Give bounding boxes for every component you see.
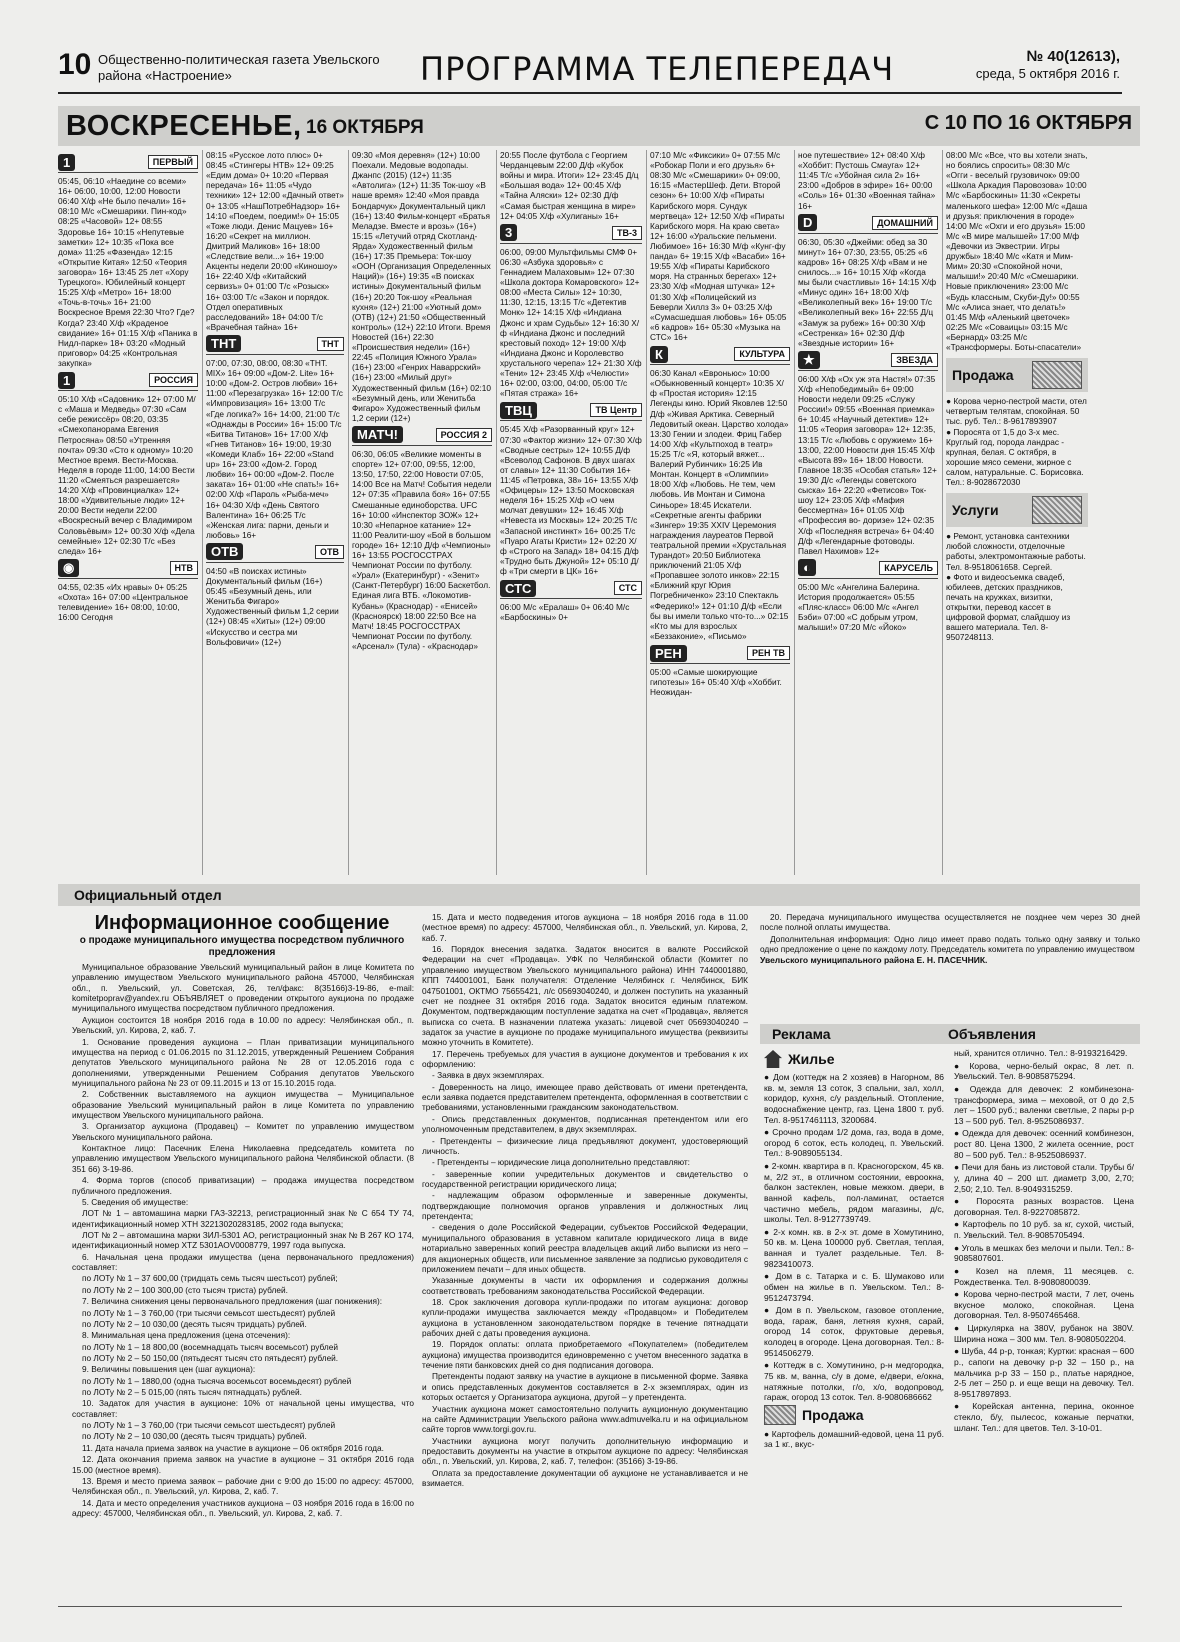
tv-set-icon (1032, 361, 1082, 389)
ad-item: ● Ремонт, установка сантехники любой сложности, отделочные работы, электромонтажные работы. Тел. 8-9518061658. Сергей. (946, 531, 1086, 572)
channel-schedule: 06:00 Х/ф «Ох уж эта Настя!» 07:35 Х/ф «Непобедимый» 6+ 09:00 Новости недели 09:25 «Служу России!» 09:55 «Военная приемка» 6+ 10:45 «Научный детектив» 12+ 11:05 «Теория заговора» 12+ 12:35, 13:15 Т/с «Любовь с оружием» 16+ 13:00, 22:00 Новости дня 15:45 Х/ф «Высота 89» 16+ 18:00 Новости. Главное 18:35 «Особая статья» 12+ 19:30 Д/с «Легенды советского сыска» 16+ 22:20 «Фетисов» Ток-шоу 12+ 23:05 Х/ф «Мафия бессмертна» 16+ 01:05 Х/ф «Профессия во- доризе» 12+ 02:35 Х/ф «Последняя встреча» 6+ 04:40 Д/ф «Легендарные фотоводы. Павел Нахимов» 12+ (798, 373, 937, 556)
notice-paragraph: ЛОТ № 1 – автомашина марки ГАЗ-32213, регистрационный знак № С 654 ТУ 74, идентификационный номер ХТН 32213020283185, 2002 года выпуска; (72, 1208, 414, 1229)
channel-logo-domashniy (798, 213, 938, 234)
notice-paragraph: 12. Дата окончания приема заявок на участие в аукционе – 31 октября 2016 года 15.00 (местное время). (72, 1454, 414, 1475)
notice-paragraph: по ЛОТу № 2 – 50 150,00 (пятьдесят тысяч сто пятьдесят) рублей. (82, 1352, 339, 1363)
classified-item: ● 2-комн. квартира в п. Красногорском, 45 кв. м, 2/2 эт., в отличном состоянии, евроокна, балкон застеклен, новые межком. двери, в ванной кафель, пол-ламинат, остается частично мебель, рядом магазины, д/с, школы. Тел. 8-9127739749. (764, 1161, 944, 1225)
channel-schedule: 06:30 Канал «Евроньюс» 10:00 «Обыкновенный концерт» 10:35 Х/ф «Простая история» 12:15 Легенды кино. Юрий Яковлев 12:50 Д/ф «Живая Арктика. Северный Ледовитый океан. Царство холода» 13:30 Гении и злодеи. Фриц Габер 14:00 Х/ф «Культпоход в театр» 15:25 Т/с «Я, который вяжет... Валерий Рубинчик» 16:25 Ив Монтан. Концерт в «Олимпии» 18:00 Х/ф «Любовь. Не тем, чем любовь. Ив Монтан и Симона Синьоре» 18:45 Искатели. «Секретные агенты фабрики «Зингер» 19:35 XXIV Церемония награждения лауреатов Первой театральной премии «Хрустальная Турандот» 20:50 Библиотека приключений 21:05 Х/ф «Пропавшее золото инков» 22:15 «Ближний круг Юрия Погребниченко» 23:10 Спектакль «Федерико!» 12+ 01:10 Д/ф «Если бы вы имели только что-то...» 02:15 «Кто мы для взрослых «Беззаконие», «Письмо» (650, 368, 789, 641)
channel-schedule: 07:00, 07:30, 08:00, 08:30 «ТНТ. MIX» 16+ 09:00 «Дом-2. Lite» 16+ 10:00 «Дом-2. Остров любви» 16+ 11:00 «Перезагрузка» 16+ 12:00 Т/с «Импровизация» 16+ 13:00 Т/с «Где логика?» 16+ 14:00, 21:00 Т/с «Однажды в России» 16+ 15:00 Т/с «Битва Титанов» 16+ 17:00 Х/ф «Гнев Титанов» 16+ 19:00, 19:30 «Комеди Клаб» 16+ 22:00 «Stand up» 16+ 23:00 «Дом-2. Город любви» 16+ 00:00 «Дом-2. После заката» 16+ 01:00 «Не спать!» 16+ 02:00 Х/ф «Пароль «Рыба-меч» 16+ 04:30 Х/ф «День Святого Валентина» 16+ 06:25 Т/с «Женская лига: парни, деньги и любовь» 16+ (206, 357, 343, 540)
channel-name: ТВ-3 (612, 226, 642, 240)
bottom-divider (58, 1606, 1122, 1607)
channel-name: КАРУСЕЛЬ (879, 561, 938, 575)
notice-subtitle: о продаже муниципального имущества посредством публичного предложения (79, 935, 405, 958)
channel-schedule: 05:45 Х/ф «Разорванный круг» 12+ 07:30 «Фактор жизни» 12+ 07:30 Х/ф «Сводные сестры» 12+ 10:55 Д/ф «Всеволод Сафонов. В двух шагах от славы» 12+ 11:30 События 16+ 11:45 «Петровка, 38» 16+ 13:55 Х/ф «Офицеры» 12+ 13:50 Московская неделя 16+ 15:25 Х/ф «О чем молчат девушки» 12+ 16:45 Х/ф «Невеста из Москвы» 12+ 20:25 Т/с «Запасной инстинкт» 16+ 00:25 Т/с «Пуаро Агаты Кристи» 12+ 02:20 Х/ф «Строго на Запад» 18+ 04:15 Д/ф «Трудно быть Джуной» 12+ 05:10 Д/ф «Три смерти в ЦК» 16+ (500, 424, 642, 576)
notice-paragraph: по ЛОТу № 1 – 1880,00 (одна тысяча восемьсот восемьдесят) рублей (82, 1375, 352, 1386)
channel-name: ТВ Центр (590, 403, 642, 417)
notice-column-2 (422, 912, 748, 1606)
channel-name: РОССИЯ 2 (436, 428, 492, 442)
classified-item: ● 2-х комн. кв. в 2-х эт. доме в Хомутинино, 50 кв. м. Цена 100000 руб. Светлая, теплая, ванная и туалет раздельные. Тел. 8-9823410073. (764, 1226, 944, 1269)
house-icon (764, 1050, 782, 1068)
channel-logo-otv (206, 542, 344, 563)
classifieds-column-1 (764, 1048, 944, 1604)
day-banner (58, 106, 1140, 146)
channel-schedule: 08:15 «Русское лото плюс» 0+ 08:45 «Стингеры НТВ» 12+ 09:25 «Едим дома» 0+ 10:20 «Первая передача» 16+ 11:05 «Чудо техники» 12+ 12:00 «Дачный ответ» 0+ 13:05 «НашПотребНадзор» 16+ 14:10 «Поедем, поедим!» 0+ 15:05 «Тоже люди. Денис Мацуев» 16+ 16:20 «Секрет на миллион. Дмитрий Маликов» 16+ 18:00 «Следствие вели...» 16+ 19:00 Акценты недели 20:00 «Киношоу» 16+ 22:40 Х/ф «Китайский сервизъ» 0+ 01:00 Т/с «Розыск» 16+ 03:00 Т/с «Закон и порядок. Отдел оперативных расследований» 18+ 04:00 Т/с «Врачебная тайна» 16+ (206, 150, 344, 332)
notice-paragraph: 10. Задаток для участия в аукционе: 10% от начальной цены имущества, что составляет: (72, 1398, 414, 1419)
column-divider (942, 150, 943, 875)
ad-item: ● Фото и видеосъемка свадеб, юбилеев, детских праздников, печать на кружках, визитки, открытки, перевод кассет в цифровой формат, слайдшоу из вашего материала. Тел. 8-9507248113. (946, 571, 1071, 643)
notice-paragraph: 6. Начальная цена продажи имущества (цена первоначального предложения) составляет: (72, 1251, 414, 1273)
column-divider (794, 150, 795, 875)
notice-paragraph: Претенденты подают заявку на участие в аукционе в письменной форме. Заявка и опись представленных документов составляется в 2-х экземплярах, один из которых остается у Организатора аукциона, другой – у претендента. (422, 1371, 748, 1403)
channel-one-icon: 1 (58, 154, 75, 171)
channel-schedule: 06:00 М/с «Ералаш» 0+ 06:40 М/с «Барбоскины» 0+ (500, 602, 630, 623)
channel-schedule: 07:10 М/с «Фиксики» 0+ 07:55 М/с «Робокар Поли и его друзья» 6+ 08:30 М/с «Смешарики» 0+ 09:00, 16:15 «МастерШеф. Дети. Второй сезон» 6+ 10:00 Х/ф «Пираты Карибского моря. Сундук мертвеца» 12+ 12:50 Х/ф «Пираты Карибского моря. На краю света» 12+ 16:00 «Уральские пельмени. Любимое» 16+ 16:30 М/ф «Кунг-фу панда» 6+ 19:15 Х/ф «Васаби» 16+ 19:55 Х/ф «Пираты Карибского моря. На странных берегах» 12+ 23:30 Х/ф «Модная штучка» 12+ 01:30 Х/ф «Полицейский из Беверли Хиллз 3» 0+ 03:25 Х/ф «Сумасшедшая любовь» 16+ 05:05 «6 кадров» 16+ 05:30 «Музыка на СТС» 16+ (650, 150, 787, 342)
classified-item: ● Одежда для девочек: осенний комбинезон, рост 80. Цена 1300, 2 жилета осенние, рост 80 – 500 руб. Тел.: 8-9525086937. (954, 1128, 1134, 1160)
week-range: С 10 ПО 16 ОКТЯБРЯ (924, 112, 1132, 134)
channel-name: РОССИЯ (149, 373, 198, 387)
notice-paragraph: 9. Величины повышения цен (шаг аукциона): (82, 1364, 256, 1375)
ren-icon: РЕН (650, 645, 687, 662)
classifieds-column-2 (954, 1048, 1134, 1604)
channel-name: ПЕРВЫЙ (148, 155, 198, 169)
notice-paragraph: по ЛОТу № 2 – 5 015,00 (пять тысяч пятнадцать) рублей. (82, 1387, 302, 1398)
ads-services-heading (946, 493, 1088, 527)
housing-list (764, 1072, 944, 1403)
channel-logo-zvezda (798, 350, 938, 371)
official-section-bar (58, 884, 1140, 906)
notice-paragraph: по ЛОТу № 1 – 3 760,00 (три тысячи семьсот шестьдесят) рублей (82, 1420, 336, 1431)
tv-column-2 (206, 150, 344, 875)
notice-column-3 (760, 912, 1140, 1022)
channel-logo-tvc (500, 400, 642, 421)
channel-name: ЗВЕЗДА (891, 353, 938, 367)
star-icon: ★ (798, 351, 820, 369)
notice-paragraph: 4. Форма торгов (способ приватизации) – продажа имущества посредством публичного предложения. (72, 1175, 414, 1196)
classified-item: ● Циркулярка на 380V, рубанок на 380V. Ширина ножа – 300 мм. Тел. 8-9080502204. (954, 1323, 1134, 1344)
tnt-icon: ТНТ (206, 335, 241, 352)
notice-column-1 (72, 962, 414, 1606)
tv-column-6 (798, 150, 938, 875)
channel-name: КУЛЬТУРА (734, 347, 790, 361)
tv3-icon: 3 (500, 224, 517, 241)
notice-paragraph: 14. Дата и место определения участников аукциона – 03 ноября 2016 года в 16:00 по адресу: 457000, Челябинская обл., п. Увельский, ул. Кирова, 2, каб. 7. (72, 1497, 414, 1518)
notice-paragraph: Контактное лицо: Пасечник Елена Николаевна председатель комитета по управлению имуществом Увельского муниципального района Челябинской области. (8 351 66) 3-19-86. (72, 1143, 414, 1174)
sale-list (764, 1429, 944, 1450)
sale-label: Продажа (802, 1406, 864, 1423)
notice-paragraph: 1. Основание проведения аукциона – План приватизации муниципального имущества на период с 01.06.2015 по 31.12.2015, утвержденный Решением Собрания депутатов Увельского муниципального района № 28 от 12.05.2016 года с дополнениями, утвержденными Решением Собрания депутатов Увельского муниципального района № 23 от 09.11.2015 и 13 от 15.10.2015 года. (72, 1036, 414, 1088)
kultura-icon: К (650, 346, 668, 363)
page-number: 10 (58, 48, 92, 81)
tv-column-7 (946, 150, 1088, 875)
channel-schedule: 09:30 «Моя деревня» (12+) 10:00 Поехали. Медовые водопады. Джанпс (2015) (12+) 11:35 «Автолига» (12+) 11:35 Ток-шоу «В наше время» 12:40 «Моя правда Бондарчук» Документальный цикл (16+) 13:40 Фильм-концерт «Братья Меладзе. Вместе и врозь» (16+) 15:15 «Летучий отряд Скотланд-Ярда» Художественный фильм (16+) 17:35 Премьера: Ток-шоу «ООН (Организация Определенных Наций)» (16+) 19:35 «В поисках истины» Документальный фильм (16+) 20:20 Ток-шоу «Реальная кухня» (12+) 21:00 «Уютный дом» (ОТВ) (12+) 21:50 «Общественный контроль» (12+) 22:10 Итоги. Время Новостей (16+) 22:30 «Происшествия недели» (16+) 22:45 «Полиция Южного Урала» (16+) 23:00 «Генрих Наваррский» (16+) 23:00 «Милый друг» Художественный фильм (16+) 02:10 «Безумный день, или Женитьба Фигаро» Художественный фильм 1,2 серии (12+) (352, 150, 491, 423)
ads-label: Реклама (772, 1026, 831, 1042)
otv-icon: ОТВ (206, 543, 243, 560)
notice-paragraph: Аукцион состоится 18 ноября 2016 года в 10.00 по адресу: Челябинская обл., п. Увельский, ул. Кирова, 2, каб. 7. (72, 1014, 414, 1036)
channel-name: РЕН ТВ (747, 646, 790, 660)
potato-icon (764, 1405, 796, 1425)
channel-name: НТВ (170, 561, 199, 575)
notice-paragraph: по ЛОТу № 1 – 37 600,00 (тридцать семь тысяч шестьсот) рублей; (82, 1273, 338, 1284)
classified-item: ● Шуба, 44 р-р, тонкая; Куртки: красная – 600 р., сапоги на девочку р-р 32 – 150 р., на мальчика р-р 33 – 150 р., платье нарядное, 2-5 лет – 250 р. и еще вещи на девочку. Тел. 8-9517897893. (954, 1346, 1134, 1399)
channel-schedule: 06:30, 06:05 «Великие моменты в спорте» 12+ 07:00, 09:55, 12:00, 13:50, 17:50, 22:00 Новости 07:05, 14:00 Все на Матч! События недели 12+ 07:35 «Правила боя» 16+ 07:55 Смешанные единоборства. UFC 16+ 10:00 «Инспектор ЗОЖ» 12+ 10:30 «Непарное катание» 12+ 11:00 Реалити-шоу «Бой в большом городе» 16+ 12:10 Д/ф «Чемпионы» 16+ 13:55 РОСГОССТРАХ Чемпионат России по футболу. «Урал» (Екатеринбург) - «Зенит» (Санкт-Петербург) 16:00 Баскетбол. Единая лига ВТБ. «Локомотив-Кубань» (Краснодар) - «Енисей» (Красноярск) 18:00 22:50 Все на Матч! 18:45 РОСГОССТРАХ Чемпионат России по футболу. «Арсенал» (Тула) - «Краснодар» (352, 448, 492, 652)
channel-schedule: 04:55, 02:35 «Их нравы» 0+ 05:25 «Охота» 16+ 07:00 «Центральное телевидение» 16+ 08:00, 10:00, 16:00 Сегодня (58, 581, 189, 623)
header-divider (58, 92, 1122, 94)
channel-schedule: 05:00 «Самые шокирующие гипотезы» 16+ 05:40 Х/ф «Хоббит. Неожидан- (650, 667, 782, 698)
tv-column-1 (58, 150, 198, 875)
announcements-label: Объявления (948, 1026, 1036, 1042)
notice-paragraph: по ЛОТу № 2 – 100 300,00 (сто тысяч триста) рублей. (82, 1284, 288, 1295)
classified-item: ный, хранится отлично. Тел.: 8-9193216429. (954, 1048, 1128, 1058)
tools-icon (1032, 496, 1082, 524)
channel-logo-karusel (798, 558, 938, 579)
notice-paragraph: 19. Порядок оплаты: оплата приобретаемого «Покупателем» (победителем аукциона) имущества производится единовременно с учетом внесенного задатка в течение пяти банковских дней со дня подписания договора. (422, 1339, 748, 1371)
classified-item: ● Дом в п. Увельском, газовое отопление, вода, гараж, баня, летняя кухня, сарай, огород 14 соток, фруктовые деревья, колодец в огороде. Цена договорная. Тел.: 8-9514506279. (764, 1305, 944, 1358)
channel-logo-perviy (58, 152, 198, 173)
notice-paragraph: - Доверенность на лицо, имеющее право действовать от имени претендента, если заявка подается представителем претендента, оформленная в соответствии с требованиями, установленными гражданским законодательством. (422, 1081, 748, 1113)
channel-schedule: 04:50 «В поисках истины» Документальный фильм (16+) 05:45 «Безумный день, или Женитьба Фигаро» Художественный фильм 1,2 серии (12+) 08:45 «Хиты» (12+) 09:00 «Искусство и сестра ми Вольфовичи» (12+) (206, 565, 339, 647)
column-divider (496, 150, 497, 875)
classified-item: ● Срочно продам 1/2 дома, газ, вода в доме, огород 6 соток, есть колодец, п. Увельский. Тел.: 8-9089055134. (764, 1127, 944, 1159)
notice-paragraph: - Претенденты – физические лица предъявляют документ, удостоверяющий личность. (422, 1135, 748, 1156)
notice-paragraph: - надлежащим образом оформленные и заверенные документы, подтверждающие полномочия органов управления и должностных лиц претендента; (422, 1190, 748, 1222)
notice-paragraph: 16. Порядок внесения задатка. Задаток вносится в валюте Российской Федерации на счет «Продавца». УФК по Челябинской области (Комитет по управлению имуществом Увельского муниципального района) ИНН 7440001880, КПП 744001001, Банк получателя: Отделение Челябинск г. Челябинск, БИК 047501001, ОКТМО 75655421, л/с 05693040240, и должен поступить на указанный счет не позднее 31 октября 2016 года. Задаток вносится единым платежом. Документом, подтверждающим поступление задатка на счет «Продавца», является выписка со счета. В назначении платежа указать: лицевой счет 05693040240 – задаток за участие в аукционе по продаже муниципального имущества (реквизиты можно уточнить в Комитете). (422, 944, 748, 1048)
ads-sale-label: Продажа (952, 367, 1014, 384)
notice-paragraph: по ЛОТу № 1 – 3 760,00 (три тысячи семьсот шестьдесят) рублей (82, 1307, 336, 1318)
channel-schedule: 08:00 М/с «Все, что вы хотели знать, но боялись спросить» 08:30 М/с «Огги - веселый грузовичок» 09:00 «Школа Аркадия Паровозова» 10:00 М/с «Барбоскины» 11:30 «Секреты маленького шефа» 12:00 М/с «Даша и друзья: приключения в городе» 14:00 М/с «Охги и его друзья» 15:00 М/с «В мире малышей» 17:00 М/ф «Девочки из Эквестрии. Игры дружбы» 18:40 М/с «Катя и Мим-Мим» 20:30 «Спокойной ночи, малыши!» 20:40 М/с «Смешарики. Новые приключения» 23:00 М/с «Будь классным, Скуби-Ду!» 00:55 М/с «Алиса знает, что делать!» 01:45 М/ф «Аленький цветочек» 02:25 М/с «Соваицы» 03:15 М/с «Бернард» 03:25 М/с «Трансформеры. Боты-спасатели» (946, 150, 1088, 353)
channel-logo-ren (650, 643, 790, 664)
channel-schedule: 06:30, 05:30 «Джейми: обед за 30 минут» 16+ 07:30, 23:55, 05:25 «6 кадров» 16+ 08:25 Х/ф «Вам и не снилось...» 16+ 10:15 Х/ф «Когда мы были счастливы» 16+ 14:15 Х/ф «Минус один» 16+ 18:00 Х/ф «Великолепный век» 16+ 19:00 Т/с «Великолепный век» 16+ 22:55 Д/ц «Замуж за рубеж» 16+ 00:30 Х/ф «Сестренка» 16+ 02:30 Д/ф «Звездные истории» 16+ (798, 236, 937, 348)
channel-name: ДОМАШНИЙ (872, 216, 938, 230)
notice-paragraph: Участники аукциона могут получить дополнительную информацию и предоставить документы на участие в открытом аукционе по адресу: Челябинская обл., п. Увельский, ул. Кирова, 2, каб. 7, телефон: (35166) 3-19-86. (422, 1435, 748, 1467)
tv-column-3 (352, 150, 492, 875)
classified-item: ● Дом в с. Татарка и с. Б. Шумаково или обмен на жилье в п. Увельском. Тел.: 8-9512473794. (764, 1271, 944, 1303)
notice-signature: Увельского муниципального района Е. Н. ПАСЕЧНИК. (760, 955, 988, 966)
sale-heading (764, 1405, 944, 1425)
domashniy-icon: D (798, 214, 817, 231)
classified-item: ● Корейская антенна, перина, оконное стекло, б/у, пылесос, кожаные перчатки, шланг. Тел.: для цветов. Тел. 3-10-01. (954, 1401, 1134, 1433)
issue-date: среда, 5 октября 2016 г. (975, 66, 1120, 81)
ad-item: ● Корова черно-пестрой масти, отел четвертым телятам, спокойная. 50 тыс. руб. Тел.: 8-9617893907 (946, 396, 1087, 427)
classified-item: ● Корова черно-пестрой масти, 7 лет, очень вкусное молоко, спокойная. Цена договорная. Тел. 8-9507465468. (954, 1289, 1134, 1321)
channel-schedule: ное путешествие» 12+ 08:40 Х/ф «Хоббит: Пустошь Смауга» 12+ 11:45 Т/с «Убойная сила 2» 16+ 23:00 «Добров в эфире» 16+ 00:00 «Соль» 16+ 01:30 «Военная тайна» 16+ (798, 150, 936, 211)
classified-item: ● Дом (коттедж на 2 хозяев) в Нагорном, 86 кв. м, земля 13 соток, 3 спальни, зал, холл, коридор, кухня, с/у раздельный. Отопление, водоснабжение центр, газ. Цена 1800 т. руб. Тел. 8-9517461113, 3200684. (764, 1072, 944, 1125)
tv-column-5 (650, 150, 790, 875)
notice-title: Информационное сообщение (94, 912, 390, 934)
notice-paragraph: 7. Величина снижения цены первоначального предложения (шаг понижения): (82, 1296, 383, 1307)
channel-logo-tv3 (500, 223, 642, 244)
classified-item: ● Уголь в мешках без мелочи и пыли. Тел.: 8-9085807601. (954, 1242, 1134, 1264)
tvc-icon: ТВЦ (500, 402, 537, 419)
notice-paragraph: 5. Сведения об имуществе: (82, 1196, 189, 1207)
notice-paragraph: - Претенденты – юридические лица дополнительно представляют: (432, 1157, 690, 1168)
notice-paragraph: Указанные документы в части их оформления и содержания должны соответствовать требованиям законодательства Российской Федерации. (422, 1275, 748, 1296)
channel-logo-rossiya (58, 370, 198, 391)
classifieds-bar (760, 1024, 1140, 1044)
classified-item: ● Печи для бань из листовой стали. Трубы б/у, длина 40 – 200 шт. диаметр 3,00, 2,70; 2,50; 2,10. Тел. 8-9049315259. (954, 1162, 1134, 1194)
classified-item: ● Картофель домашний-едовой, цена 11 руб. за 1 кг., вкус- (764, 1428, 944, 1450)
page-title: ПРОГРАММА ТЕЛЕПЕРЕДАЧ (420, 50, 895, 88)
classified-item: ● Картофель по 10 руб. за кг, сухой, чистый, п. Увельский. Тел. 8-9085705494. (954, 1219, 1134, 1240)
notice-paragraph: по ЛОТу № 2 – 10 030,00 (десять тысяч тридцать) рублей. (82, 1318, 307, 1329)
channel-schedule: 05:00 М/с «Ангелина Балерина. История продолжается» 05:55 «Пляс-класс» 06:00 М/с «Ангел Бэби» 07:00 «С добрым утром, малыши!» 07:20 М/с «Йоко» (798, 581, 920, 633)
channel-name: ОТВ (315, 545, 344, 559)
notice-paragraph: - сведения о доле Российской Федерации, субъектов Российской Федерации, муниципального образования в уставном капитале юридического лица в виде нотариально заверенных копий реестра владельцев акций либо выписки из него – для акционерных обществ, или письменное заявление за подписью руководителя с приложением печати – для иных обществ. (422, 1222, 748, 1274)
notice-paragraph: 17. Перечень требуемых для участия в аукционе документов и требования к их оформлению: (422, 1048, 748, 1070)
ads-services-label: Услуги (952, 502, 999, 519)
channel-schedule: 20:55 После футбола с Георгием Черданцевым 22:00 Д/ф «Кубок войны и мира. Итоги» 12+ 23:45 Д/ц «Большая вода» 12+ 00:45 Х/ф «Тайна Аляски» 12+ 02:30 Д/ф «Самая быстрая женщина в мире» 12+ 04:05 Х/ф «Хулиганы» 16+ (500, 150, 639, 221)
classified-item: ● Козел на племя, 11 месяцев. с. Рождественка. Тел. 8-9080800039. (954, 1265, 1134, 1287)
channel-schedule: 06:00, 09:00 Мультфильмы СМФ 0+ 06:30 «Азбука здоровья» с Геннадием Малаховым» 12+ 07:30 «Школа доктора Комаровского» 12+ 08:00 «Места Силы» 12+ 10:30, 11:30, 12:15, 13:15 Т/с «Детектив Монк» 12+ 14:15 Х/ф «Индиана Джонс и храм Судьбы» 12+ 16:30 Х/ф «Индиана Джонс и последний крестовый поход» 12+ 19:00 Х/ф «Индиана Джонс и Королевство хрустального черепа» 12+ 21:30 Х/ф «Тени» 12+ 23:45 Х/ф «Челюсти» 16+ 02:00, 03:00, 04:00, 05:00 Т/с «Пятая стража» 16+ (500, 246, 642, 399)
channel-name: ТНТ (317, 337, 345, 351)
notice-paragraph: Оплата за предоставление документации об аукционе не устанавливается и не взимается. (422, 1467, 748, 1489)
channel-logo-ntv (58, 558, 198, 579)
ads-sale-heading (946, 358, 1088, 392)
column-divider (646, 150, 647, 875)
notice-paragraph: 20. Передача муниципального имущества осуществляется не позднее чем через 30 дней после полной оплаты имущества. (760, 912, 1140, 933)
housing-heading (764, 1050, 944, 1068)
sts-icon: СТС (500, 580, 536, 597)
notice-heading (72, 912, 412, 959)
column-divider (348, 150, 349, 875)
notice-paragraph: Муниципальное образование Увельский муниципальный район в лице Комитета по управлению имуществом Увельского муниципального района 457000, Челябинская обл., п. Увельский, ул. Советская, 26, тел/факс: 8(35166)3-19-86, e-mail: komitetpoprav@yandex.ru ОБЪЯВЛЯЕТ о проведении открытого аукциона по продаже муниципального имущества посредством публичного предложения. (72, 962, 414, 1014)
notice-paragraph: - заверенные копии учредительных документов и свидетельство о государственной регистрации юридического лица; (422, 1168, 748, 1189)
notice-paragraph: по ЛОТу № 2 – 10 030,00 (десять тысяч тридцать) рублей. (82, 1431, 307, 1442)
official-section-label: Официальный отдел (74, 887, 222, 903)
channel-logo-sts (500, 578, 642, 599)
notice-paragraph: - Опись представленных документов, подписанная претендентом или его уполномоченным представителем, в двух экземплярах. (422, 1113, 748, 1135)
ntv-icon: ◉ (58, 559, 79, 577)
day-date: 16 ОКТЯБРЯ (306, 117, 424, 138)
channel-name: СТС (614, 581, 642, 595)
notice-paragraph: 13. Время и место приема заявок – рабочие дни с 9:00 до 15:00 по адресу: 457000, Челябинская обл., п. Увельский, ул. Кирова, 2, каб. 7. (72, 1475, 414, 1497)
publication-name: Общественно-политическая газета Увельского района «Настроение» (98, 52, 380, 83)
channel-logo-match (352, 425, 492, 446)
karusel-icon: ◐ (798, 559, 816, 576)
channel-schedule: 05:45, 06:10 «Наедине со всеми» 16+ 06:00, 10:00, 12:00 Новости 06:40 Х/ф «Не было печали» 16+ 08:10 М/с «Смешарики. Пин-код» 08:25 «Часовой» 12+ 08:55 Здоровье 16+ 10:15 «Непутевые заметки» 12+ 10:35 «Пока все дома» 11:25 «Фазенда» 12:15 «Открытие Китая» 12:50 «Теория заговора» 16+ 13:45 25 лет «Хору Турецкого». Юбилейный концерт 15:25 Х/ф «Метро» 16+ 18:00 «Точь-в-точь» 16+ 21:00 Воскресное Время 22:30 Что? Где? Когда? 23:40 Х/ф «Краденое свидание» 16+ 01:15 Х/ф «Паника в Нидл-парке» 18+ 03:20 «Модный приговор» 04:25 «Контрольная закупка» (58, 176, 198, 368)
notice-paragraph: по ЛОТу № 1 – 18 800,00 (восемнадцать тысяч восемьсот) рублей (82, 1341, 338, 1352)
channel-schedule: 05:10 Х/ф «Садовник» 12+ 07:00 М/с «Маша и Медведь» 07:30 «Сам себе режиссёр» 08:20, 03:35 «Смехопанорама Евгения Петросяна» 08:50 «Утренняя почта» 09:30 «Сто к одному» 10:20 Местное время. Вести-Москва. Неделя в городе 11:00, 14:00 Вести 11:20 «Смеяться разрешается» 14:20 Х/ф «Провинциалка» 12+ 18:00 «Удивительные люди» 12+ 20:00 Вести недели 22:00 «Воскресный вечер с Владимиром Соловьёвым» 12+ 00:30 Х/ф «Дела семейные» 12+ 02:30 Т/с «Без следа» 16+ (58, 394, 196, 556)
match-icon: МАТЧ! (352, 426, 403, 443)
notice-paragraph: - Заявка в двух экземплярах. (432, 1070, 545, 1081)
column-divider (202, 150, 203, 875)
classified-item: ● Одежда для девочек: 2 комбинезона-трансформера, зима – меховой, от 0 до 2,5 лет – 1500 руб.; валенки светлые, 2 пары р-р 13 – 500 руб. Тел. 8-9525086937. (954, 1083, 1134, 1126)
housing-label: Жилье (788, 1051, 835, 1067)
notice-paragraph: 3. Организатор аукциона (Продавец) – Комитет по управлению имуществом Увельского муниципального района. (72, 1121, 414, 1142)
notice-column-3-body (760, 912, 1140, 954)
channel-logo-kultura (650, 344, 790, 365)
notice-paragraph: 15. Дата и место подведения итогов аукциона – 18 ноября 2016 года в 11.00 (местное время) по адресу: 457000, Челябинская обл., п. Увельский, ул. Кирова, 2, каб. 7. (422, 912, 748, 943)
tv-column-4 (500, 150, 642, 875)
day-name: ВОСКРЕСЕНЬЕ, (66, 110, 302, 142)
notice-paragraph: 11. Дата начала приема заявок на участие в аукционе – 06 октября 2016 года. (82, 1442, 384, 1453)
notice-paragraph: Дополнительная информация: Одно лицо имеет право подать только одну заявку и только одно предложение о цене по каждому лоту. Председатель комитета по управлению имуществом (760, 933, 1140, 955)
notice-paragraph: Участник аукциона может самостоятельно получить аукционную документацию на сайте Администрации Увельского района www.admuvelka.ru и на официальном сайте торгов www.torgi.gov.ru. (422, 1403, 748, 1435)
notice-paragraph: 18. Срок заключения договора купли-продажи по итогам аукциона: договор купли-продажи имущества заключается между «Продавцом» и Победителем аукциона в установленном законодательством порядке в течение пятнадцати рабочих дней с даты проведения аукциона. (422, 1296, 748, 1339)
channel-logo-tnt (206, 334, 344, 355)
issue-number: № 40(12613), (1026, 48, 1120, 65)
notice-paragraph: 8. Минимальная цена предложения (цена отсечения): (82, 1330, 291, 1341)
rossiya-icon: 1 (58, 372, 75, 389)
classified-item: ● Корова, черно-белый окрас, 8 лет. п. Увельский. Тел. 8-9085875294. (954, 1060, 1134, 1082)
notice-paragraph: ЛОТ № 2 – автомашина марки ЗИЛ-5301 АО, регистрационный знак № В 267 КО 174, идентификационный номер ХТZ 5301АОV0008779, 1997 года выпуска. (72, 1229, 414, 1251)
classified-item: ● Поросята разных возрастов. Цена договорная. Тел. 8-9227085872. (954, 1196, 1134, 1217)
classified-item: ● Коттедж в с. Хомутинино, р-н медгородка, 75 кв. м, ванна, с/у в доме, е/двери, е/окна, натяжные потолки, г/о, х/о, водопровод, гараж, огород 13 соток. Тел. 8-9080686662 (764, 1360, 944, 1403)
ad-item: ● Поросята от 1,5 до 3-х мес. Круглый год, порода ландрас - крупная, белая. С октября, в хорошие мясо семени, жирное с салом, натуральные. С. Борисовка. Тел.: 8-9028672030 (946, 426, 1084, 488)
notice-paragraph: 2. Собственник выставляемого на аукцион имущества – Муниципальное образование Увельский муниципальный район в лице Комитета по управлению имуществом Увельского муниципального района. (72, 1089, 414, 1121)
